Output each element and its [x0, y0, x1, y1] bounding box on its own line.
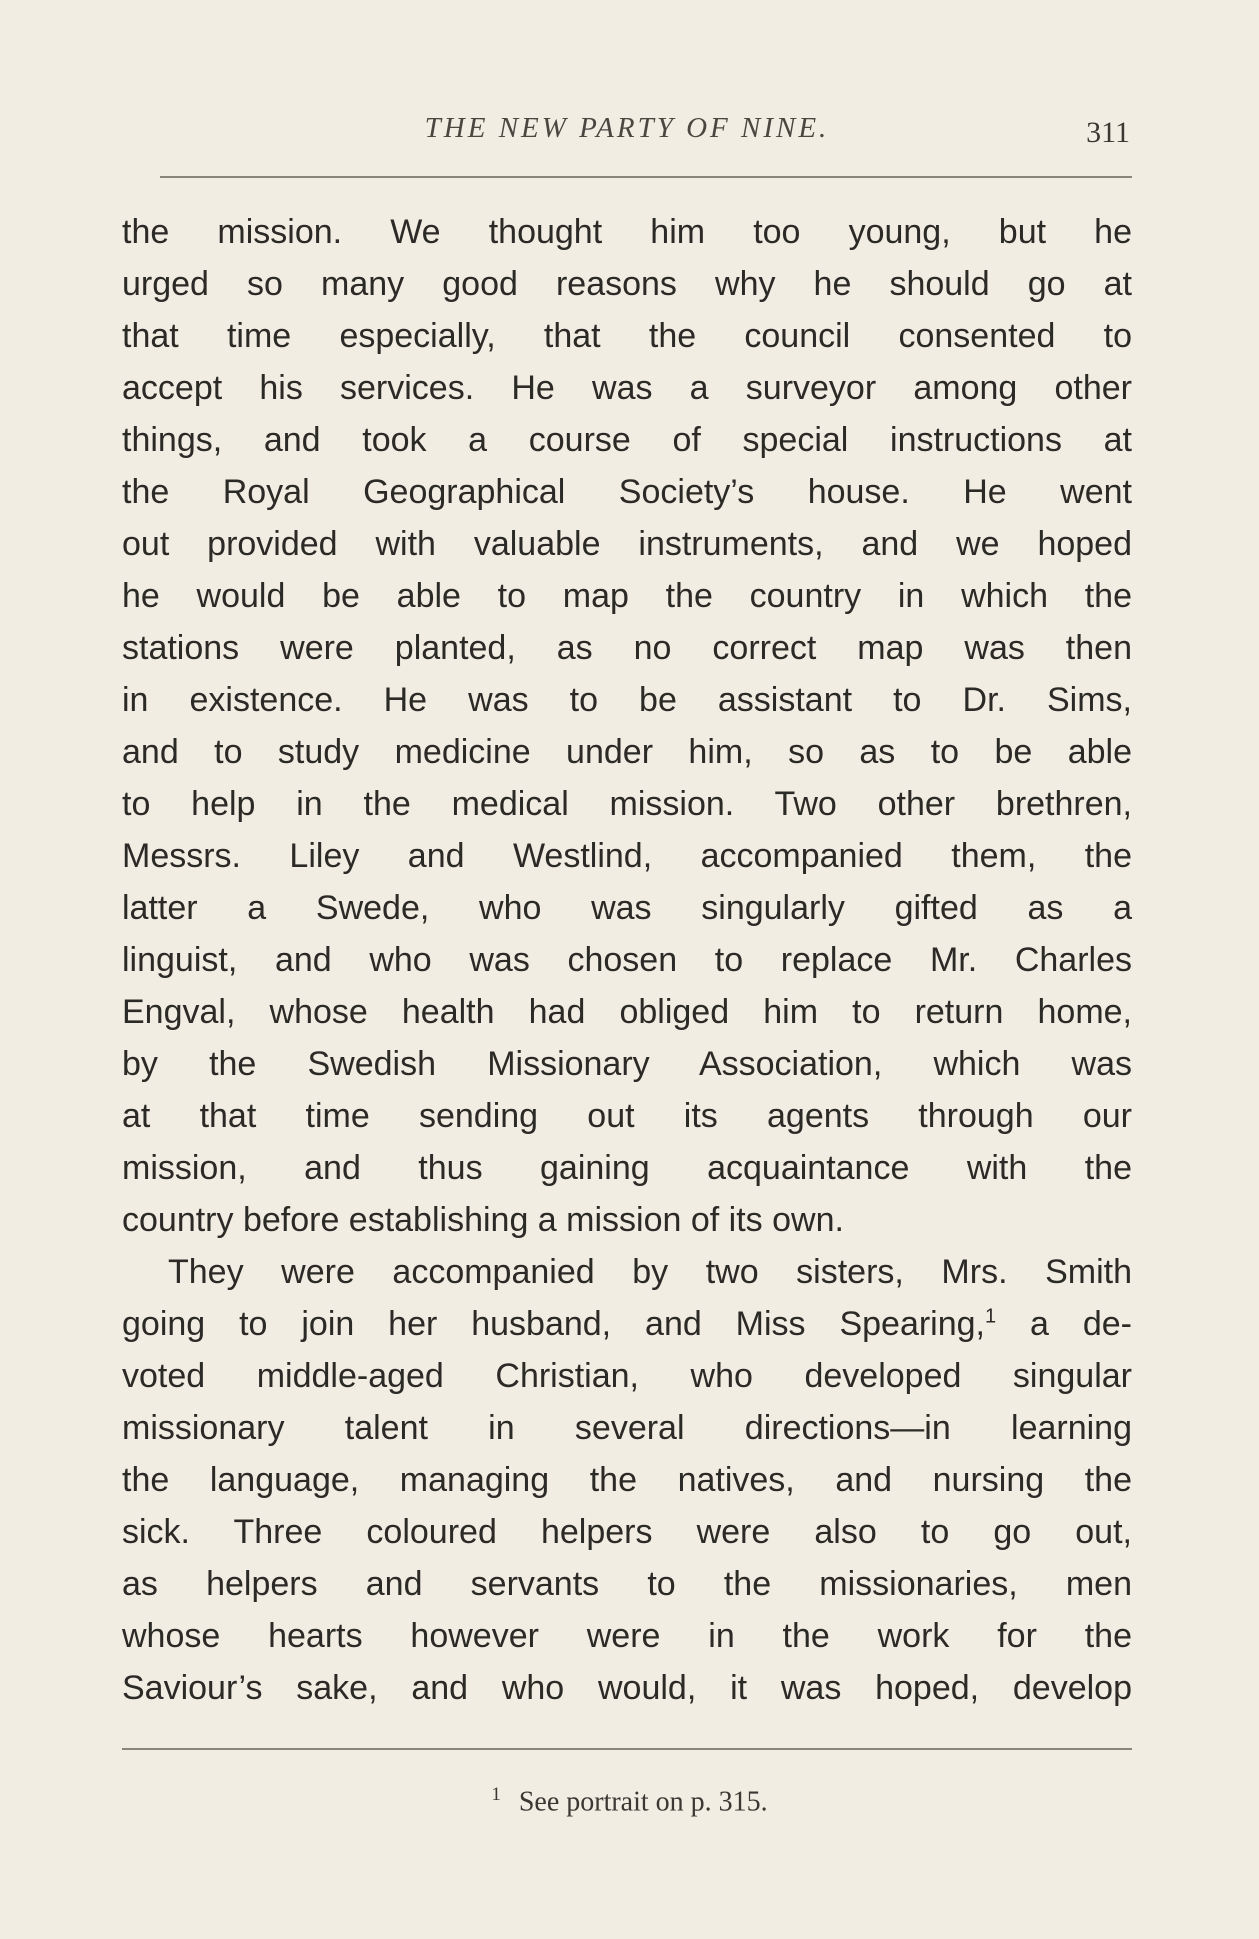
text-line: the mission. We thought him too young, but he [122, 213, 1132, 251]
text-line: voted middle-aged Christian, who developed singular [122, 1357, 1132, 1395]
running-title: THE NEW PARTY OF NINE. [424, 112, 830, 144]
page-number: 311 [1086, 116, 1130, 149]
paragraph-2 [122, 1246, 1132, 1714]
text-line: out provided with valuable instruments, and we hoped [122, 525, 1132, 563]
text-line: by the Swedish Missionary Association, which was [122, 1045, 1132, 1083]
text-line: urged so many good reasons why he should go at [122, 265, 1132, 303]
paragraph-1 [122, 206, 1132, 1246]
text-line: at that time sending out its agents through our [122, 1097, 1132, 1135]
text-line: Saviour’s sake, and who would, it was hoped, develop [122, 1669, 1132, 1707]
text-line: in existence. He was to be assistant to Dr. Sims, [122, 681, 1132, 719]
text-fragment: a de- [996, 1305, 1132, 1343]
text-line: the Royal Geographical Society’s house. He went [122, 473, 1132, 511]
text-line: linguist, and who was chosen to replace Mr. Charles [122, 941, 1132, 979]
text-line: They were accompanied by two sisters, Mrs. Smith [168, 1253, 1132, 1291]
footnote-mark: 1 [491, 1784, 501, 1805]
text-line: Messrs. Liley and Westlind, accompanied them, the [122, 837, 1132, 875]
body-text [122, 206, 1132, 1714]
text-line: the language, managing the natives, and nursing the [122, 1461, 1132, 1499]
text-line: as helpers and servants to the missionaries, men [122, 1565, 1132, 1603]
text-line: stations were planted, as no correct map was then [122, 629, 1132, 667]
text-line: that time especially, that the council consented to [122, 317, 1132, 355]
footnote [0, 1784, 1259, 1818]
text-line: missionary talent in several directions—in learning [122, 1409, 1132, 1447]
text-fragment: going to join her husband, and Miss Spearing, [122, 1305, 985, 1343]
text-line: accept his services. He was a surveyor among other [122, 369, 1132, 407]
running-head [122, 112, 1132, 152]
text-line: latter a Swede, who was singularly gifted as a [122, 889, 1132, 927]
footnote-text: See portrait on p. 315. [518, 1786, 768, 1818]
footnote-rule [122, 1748, 1132, 1750]
text-line: mission, and thus gaining acquaintance with the [122, 1149, 1132, 1187]
text-line: sick. Three coloured helpers were also to go out, [122, 1513, 1132, 1551]
text-line: he would be able to map the country in which the [122, 577, 1132, 615]
header-rule [160, 176, 1132, 178]
text-line [122, 1298, 1132, 1350]
text-line: Engval, whose health had obliged him to return home, [122, 993, 1132, 1031]
text-line: whose hearts however were in the work for the [122, 1617, 1132, 1655]
text-line: to help in the medical mission. Two other brethren, [122, 785, 1132, 823]
footnote-reference[interactable]: 1 [985, 1305, 997, 1328]
text-line: things, and took a course of special instructions at [122, 421, 1132, 459]
text-line: and to study medicine under him, so as to be able [122, 733, 1132, 771]
text-line: country before establishing a mission of its own. [122, 1201, 844, 1239]
